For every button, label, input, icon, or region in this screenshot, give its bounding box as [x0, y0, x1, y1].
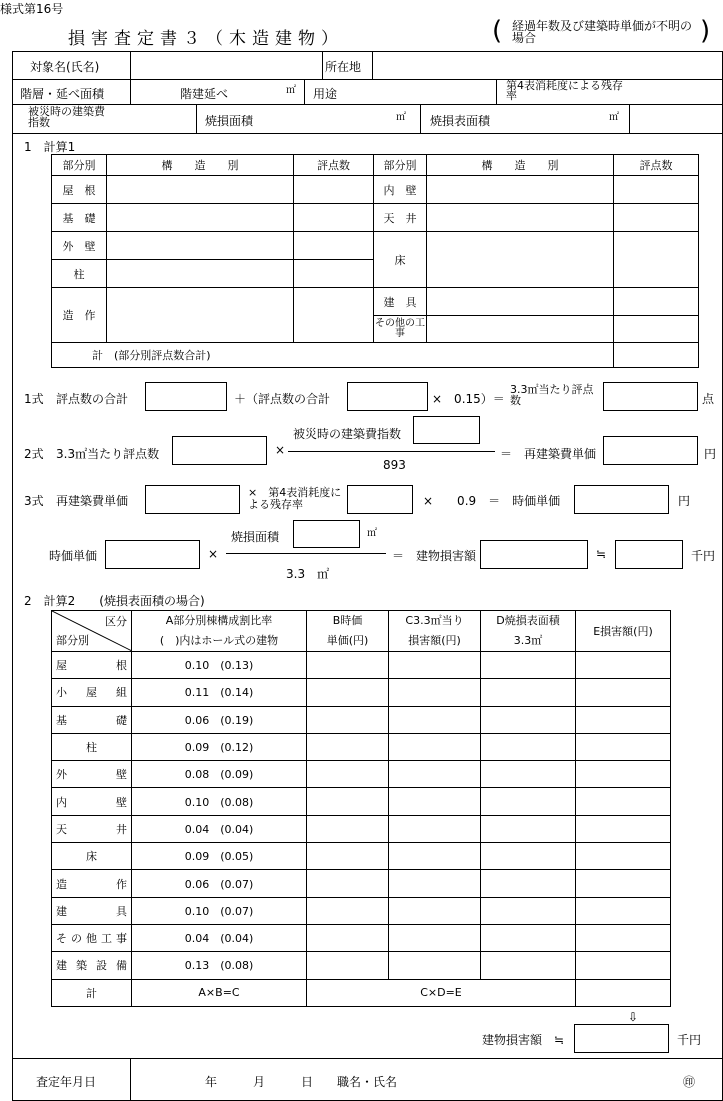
ratio-cell: 0.08 (0.09): [132, 761, 307, 788]
table-row: [52, 706, 671, 733]
b-cell[interactable]: [307, 870, 389, 897]
c-cell[interactable]: [389, 843, 481, 870]
f3-unit: 円: [678, 494, 691, 508]
col-c-header: [389, 611, 481, 652]
part-label: その他工事: [52, 924, 132, 951]
c-cell[interactable]: [389, 815, 481, 842]
floor-area-label: 階層・延べ面積: [20, 87, 105, 101]
structure-cell[interactable]: [107, 288, 294, 343]
f2-times: ×: [275, 443, 286, 457]
build-cost-index-label: 被災時の建築費指数: [28, 105, 105, 129]
f3-label: 3式: [24, 494, 44, 508]
score-cell[interactable]: [294, 176, 374, 204]
col-b-header: [307, 611, 389, 652]
ratio-cell: 0.13 (0.08): [132, 952, 307, 979]
f4-unit: 千円: [691, 549, 716, 563]
calc2-result-unit: 千円: [677, 1033, 702, 1047]
ratio-cell: 0.10 (0.07): [132, 897, 307, 924]
b-cell[interactable]: [307, 679, 389, 706]
c-cell[interactable]: [389, 761, 481, 788]
e-cell[interactable]: [576, 679, 671, 706]
part-label: 柱: [52, 733, 132, 760]
f4-thousand-box[interactable]: [615, 540, 683, 569]
e-cell[interactable]: [576, 924, 671, 951]
part-label: 天 井: [374, 204, 427, 232]
table-row: [52, 952, 671, 979]
table-row: [52, 870, 671, 897]
f4-result: ＝ 建物損害額: [392, 549, 477, 563]
score-cell[interactable]: [614, 204, 699, 232]
c-cell[interactable]: [389, 706, 481, 733]
f4-approx: ≒: [596, 547, 607, 561]
part-label: 内壁: [52, 788, 132, 815]
part-label: 天井: [52, 815, 132, 842]
b-cell[interactable]: [307, 952, 389, 979]
f4-damage-box[interactable]: [480, 540, 588, 569]
ratio-cell: 0.06 (0.19): [132, 706, 307, 733]
d-cell[interactable]: [481, 924, 576, 951]
part-label: 造作: [52, 870, 132, 897]
structure-cell[interactable]: [107, 232, 294, 260]
use-label: 用途: [313, 87, 338, 101]
structure-cell[interactable]: [427, 176, 614, 204]
calc2-total-label: 計: [52, 979, 132, 1006]
table-row: [52, 679, 671, 706]
part-label: 造 作: [52, 288, 107, 343]
col-part-header: 部分別: [52, 155, 107, 176]
part-label: 屋 根: [52, 176, 107, 204]
ratio-cell: 0.04 (0.04): [132, 924, 307, 951]
part-label: 小屋組: [52, 679, 132, 706]
part-label: 建築設備: [52, 952, 132, 979]
col-a-line2: ( )内はホール式の建物: [159, 634, 279, 647]
f4-text: 時価単価: [49, 549, 98, 563]
date-text[interactable]: 年 月 日 職名・氏名: [205, 1075, 398, 1089]
d-cell[interactable]: [481, 788, 576, 815]
e-cell[interactable]: [576, 652, 671, 679]
f2-label: 2式: [24, 447, 44, 461]
f1-mult: × 0.15）＝: [432, 392, 505, 406]
f4-area-box[interactable]: [293, 520, 360, 548]
part-label: 基 礎: [52, 204, 107, 232]
d-cell[interactable]: [481, 952, 576, 979]
col-score-header: 評点数: [294, 155, 374, 176]
part-label: 床: [52, 843, 132, 870]
d-cell[interactable]: [481, 815, 576, 842]
d-cell[interactable]: [481, 733, 576, 760]
ratio-cell: 0.10 (0.08): [132, 788, 307, 815]
b-cell[interactable]: [307, 788, 389, 815]
structure-cell[interactable]: [107, 204, 294, 232]
e-cell[interactable]: [576, 843, 671, 870]
seal-icon: ㊞: [683, 1075, 696, 1089]
f1-unit: 点: [702, 392, 715, 406]
f2-denom: 893: [383, 458, 406, 472]
col-structure-header: 構 造 別: [427, 155, 614, 176]
table-row: [52, 815, 671, 842]
page-title: 損害査定書３（木造建物）: [68, 29, 344, 49]
c-cell[interactable]: [389, 897, 481, 924]
ratio-cell: 0.04 (0.04): [132, 815, 307, 842]
score-cell[interactable]: [294, 260, 374, 288]
location-label: 所在地: [325, 60, 362, 74]
d-cell[interactable]: [481, 761, 576, 788]
close-paren: ): [700, 16, 711, 46]
col-structure-header: 構 造 別: [107, 155, 294, 176]
c-cell[interactable]: [389, 679, 481, 706]
c-cell[interactable]: [389, 870, 481, 897]
score-cell[interactable]: [614, 288, 699, 316]
structure-cell[interactable]: [427, 204, 614, 232]
burnt-area-unit: ㎡: [396, 112, 406, 123]
col-c-line2: 損害額(円): [408, 634, 461, 647]
part-label: 建 具: [374, 288, 427, 316]
structure-cell[interactable]: [107, 260, 294, 288]
calc2-result-box[interactable]: [574, 1024, 669, 1053]
f2-index-box[interactable]: [413, 416, 480, 444]
part-label: 床: [374, 232, 427, 288]
structure-cell[interactable]: [107, 176, 294, 204]
part-label: 内 壁: [374, 176, 427, 204]
f2-text: 3.3㎡当たり評点数: [56, 447, 160, 461]
score-cell[interactable]: [294, 288, 374, 343]
burnt-surface-label: 焼損表面積: [430, 114, 491, 128]
form-number: 様式第16号: [0, 2, 64, 16]
calc2-table: [51, 610, 671, 1007]
f1-plus: ＋（評点数の合計: [234, 392, 331, 406]
f2-numer: 被災時の建築費指数: [293, 427, 402, 441]
calc1-total-label: 計 (部分別評点数合計): [52, 343, 614, 368]
table-row: [52, 652, 671, 679]
table-row: [52, 924, 671, 951]
burnt-surface-unit: ㎡: [609, 112, 619, 123]
c-cell[interactable]: [389, 733, 481, 760]
calc1-total-cell[interactable]: [614, 343, 699, 368]
f3-rate-box[interactable]: [347, 485, 413, 514]
target-name-field[interactable]: [131, 52, 321, 78]
f1-text: 評点数の合計: [56, 392, 129, 406]
total-ab-formula: A×B=C: [132, 979, 307, 1006]
e-cell[interactable]: [576, 733, 671, 760]
diagonal-header-cell: [52, 611, 132, 652]
b-cell[interactable]: [307, 733, 389, 760]
calc1-heading: 1 計算1: [24, 140, 76, 154]
col-score-header: 評点数: [614, 155, 699, 176]
f2-result-box[interactable]: [603, 436, 698, 465]
score-cell[interactable]: [614, 232, 699, 288]
diag-bottom-label: 部分別: [56, 634, 89, 647]
residual-rate-label: 第4表消耗度による残存率: [506, 79, 623, 102]
f3-cost-box[interactable]: [145, 485, 240, 514]
e-cell[interactable]: [576, 815, 671, 842]
f2-unit: 円: [704, 447, 717, 461]
col-e-header: E損害額(円): [576, 611, 671, 652]
b-cell[interactable]: [307, 815, 389, 842]
table-row: [52, 733, 671, 760]
col-c-line1: C3.3㎡当り: [405, 614, 464, 627]
total-cd-formula: C×D=E: [307, 979, 576, 1006]
f1-result-box[interactable]: [603, 382, 698, 411]
calc2-heading: 2 計算2 (焼損表面積の場合): [24, 594, 205, 608]
structure-cell[interactable]: [427, 316, 614, 343]
open-paren: (: [492, 16, 503, 46]
target-name-label: 対象名(氏名): [30, 60, 100, 74]
score-cell[interactable]: [294, 232, 374, 260]
f4-price-box[interactable]: [105, 540, 200, 569]
d-cell[interactable]: [481, 897, 576, 924]
d-cell[interactable]: [481, 843, 576, 870]
b-cell[interactable]: [307, 761, 389, 788]
part-label: その他の工事: [374, 316, 427, 343]
ratio-cell: 0.09 (0.12): [132, 733, 307, 760]
col-a-line1: A部分別棟構成割比率: [165, 614, 273, 627]
f4-times: ×: [208, 547, 219, 561]
location-field[interactable]: [373, 52, 722, 78]
f2-result: ＝ 再建築費単価: [500, 447, 597, 461]
f1-label: 1式: [24, 392, 44, 406]
c-cell[interactable]: [389, 652, 481, 679]
table-row: [52, 761, 671, 788]
col-part-header: 部分別: [374, 155, 427, 176]
d-cell[interactable]: [481, 679, 576, 706]
b-cell[interactable]: [307, 706, 389, 733]
part-label: 基礎: [52, 706, 132, 733]
ratio-cell: 0.10 (0.13): [132, 652, 307, 679]
f1-sum-box-2[interactable]: [347, 382, 428, 411]
date-label: 査定年月日: [36, 1075, 97, 1089]
f3-mult: × 0.9 ＝ 時価単価: [423, 494, 561, 508]
floor-area-unit: ㎡: [286, 85, 296, 96]
d-cell[interactable]: [481, 706, 576, 733]
e-cell[interactable]: [576, 870, 671, 897]
d-cell[interactable]: [481, 870, 576, 897]
b-cell[interactable]: [307, 897, 389, 924]
ratio-cell: 0.11 (0.14): [132, 679, 307, 706]
calc1-table: [51, 154, 699, 368]
score-cell[interactable]: [614, 316, 699, 343]
ratio-cell: 0.09 (0.05): [132, 843, 307, 870]
table-row: [52, 843, 671, 870]
part-label: 外壁: [52, 761, 132, 788]
burnt-area-label: 焼損面積: [205, 114, 254, 128]
diag-top-label: 区分: [105, 615, 127, 628]
f3-text: 再建築費単価: [56, 494, 129, 508]
subtitle-note: 経過年数及び建築時単価が不明の場合: [512, 19, 693, 45]
score-cell[interactable]: [614, 176, 699, 204]
floor-area-value[interactable]: 階建延べ: [180, 87, 229, 101]
f3-mid: × 第4表消耗度による残存率: [248, 486, 342, 511]
table-row: [52, 788, 671, 815]
b-cell[interactable]: [307, 843, 389, 870]
f4-denom: 3.3 ㎡: [286, 567, 330, 581]
f3-result-box[interactable]: [574, 485, 669, 514]
part-label: 建具: [52, 897, 132, 924]
d-cell[interactable]: [481, 652, 576, 679]
e-cell[interactable]: [576, 897, 671, 924]
e-cell[interactable]: [576, 952, 671, 979]
f1-per: 3.3㎡当たり評点数: [510, 383, 594, 407]
c-cell[interactable]: [389, 952, 481, 979]
col-d-header: [481, 611, 576, 652]
part-label: 外 壁: [52, 232, 107, 260]
calc2-total-cell[interactable]: [576, 979, 671, 1006]
part-label: 柱: [52, 260, 107, 288]
c-cell[interactable]: [389, 924, 481, 951]
f4-unit-m2: ㎡: [367, 528, 377, 539]
ratio-cell: 0.06 (0.07): [132, 870, 307, 897]
calc2-result-label: 建物損害額 ≒: [482, 1033, 565, 1047]
score-cell[interactable]: [294, 204, 374, 232]
f4-numer: 焼損面積: [231, 530, 280, 544]
f1-sum-box[interactable]: [145, 382, 227, 411]
col-a-header: [132, 611, 307, 652]
e-cell[interactable]: [576, 761, 671, 788]
f2-score-box[interactable]: [172, 436, 267, 465]
col-d-line1: D焼損表面積: [496, 614, 560, 627]
e-cell[interactable]: [576, 788, 671, 815]
table-row: [52, 897, 671, 924]
part-label: 屋根: [52, 652, 132, 679]
b-cell[interactable]: [307, 924, 389, 951]
b-cell[interactable]: [307, 652, 389, 679]
structure-cell[interactable]: [427, 232, 614, 288]
c-cell[interactable]: [389, 788, 481, 815]
col-b-line1: B時価: [332, 614, 363, 627]
e-cell[interactable]: [576, 706, 671, 733]
col-d-line2: 3.3㎡: [513, 634, 543, 647]
down-arrow-icon: ⇩: [628, 1010, 639, 1024]
structure-cell[interactable]: [427, 288, 614, 316]
col-b-line2: 単価(円): [326, 634, 369, 647]
